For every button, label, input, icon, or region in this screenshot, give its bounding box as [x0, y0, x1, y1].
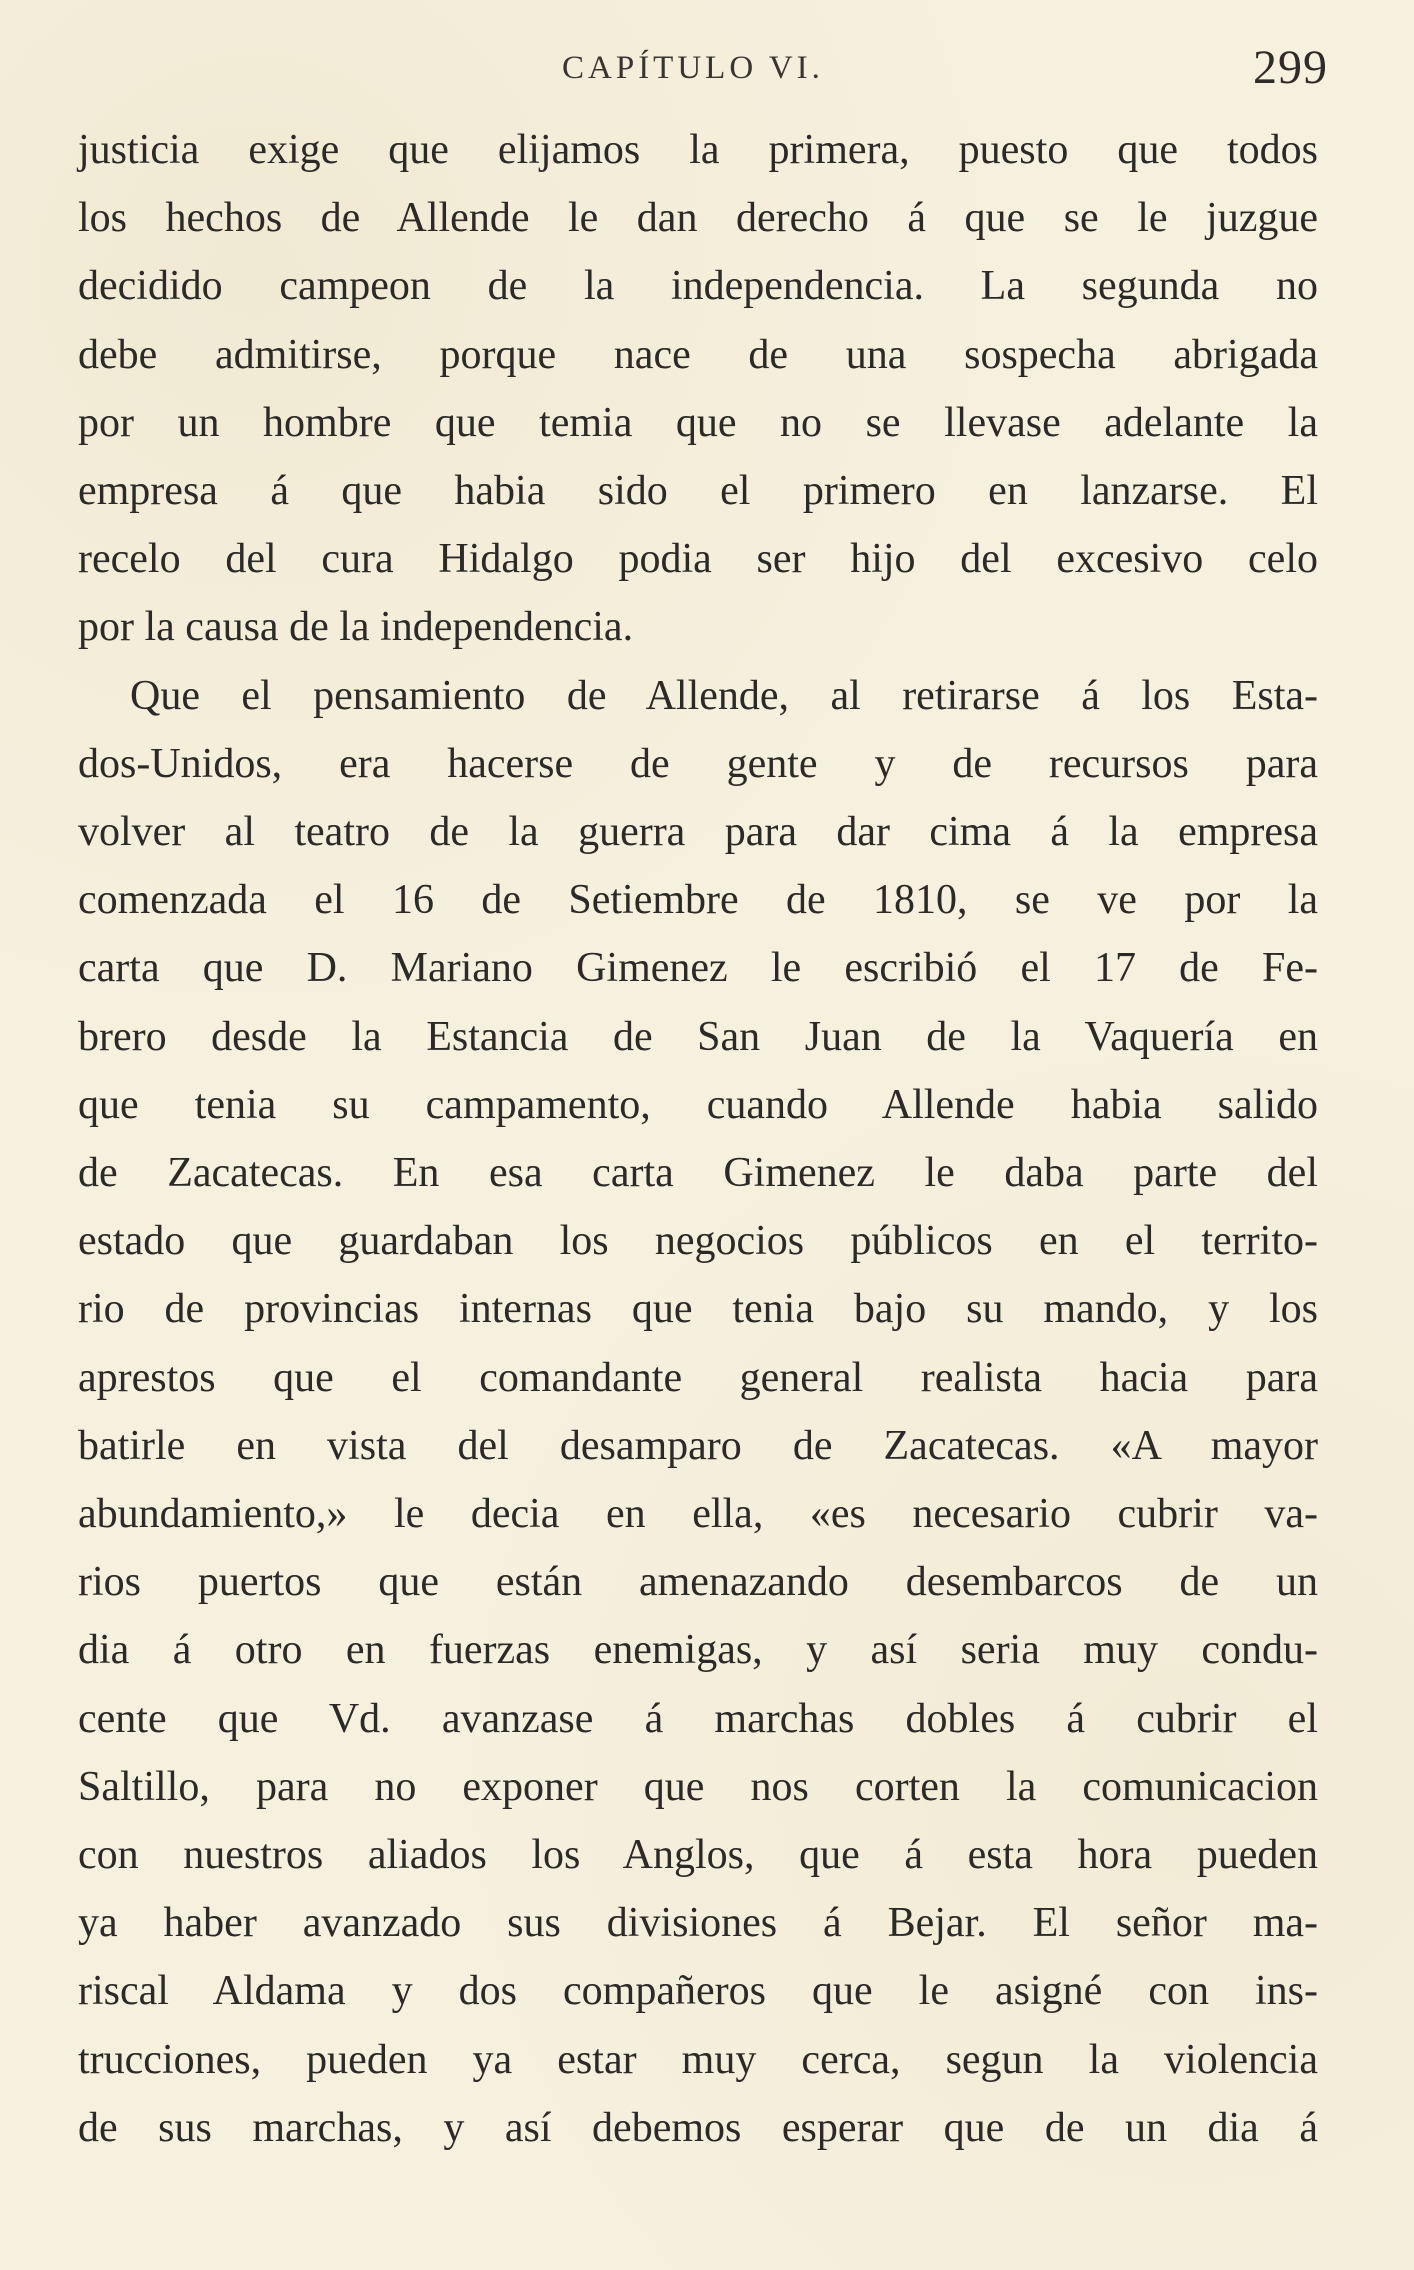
text-line: por la causa de la independencia. — [78, 604, 634, 651]
text-line: aprestos que el comandante general realista hacia para — [78, 1354, 1318, 1401]
text-line: riscal Aldama y dos compañeros que le asigné con ins- — [78, 1968, 1318, 2015]
text-line: carta que D. Mariano Gimenez le escribió el 17 de Fe- — [78, 945, 1318, 992]
text-line: los hechos de Allende le dan derecho á que se le juzgue — [78, 195, 1318, 242]
text-line: que tenia su campamento, cuando Allende habia salido — [78, 1081, 1318, 1128]
text-line: rios puertos que están amenazando desembarcos de un — [78, 1559, 1318, 1606]
text-line: justicia exige que elijamos la primera, puesto que todos — [78, 127, 1318, 173]
text-line: cente que Vd. avanzase á marchas dobles á cubrir el — [78, 1695, 1318, 1742]
text-line: batirle en vista del desamparo de Zacatecas. «A mayor — [78, 1422, 1318, 1469]
text-line: por un hombre que temia que no se llevase adelante la — [78, 399, 1318, 446]
text-line: dos-Unidos, era hacerse de gente y de recursos para — [78, 740, 1318, 787]
text-line: dia á otro en fuerzas enemigas, y así seria muy condu- — [78, 1627, 1318, 1674]
text-line: Saltillo, para no exponer que nos corten la comunicacion — [78, 1763, 1318, 1810]
text-line: de sus marchas, y así debemos esperar que de un dia á — [78, 2104, 1318, 2151]
text-line: empresa á que habia sido el primero en lanzarse. El — [78, 468, 1318, 515]
page-number: 299 — [1253, 41, 1328, 94]
text-line: abundamiento,» le decia en ella, «es necesario cubrir va- — [78, 1491, 1318, 1538]
text-line: de Zacatecas. En esa carta Gimenez le daba parte del — [78, 1150, 1318, 1197]
text-line: volver al teatro de la guerra para dar cima á la empresa — [78, 809, 1318, 856]
text-line: con nuestros aliados los Anglos, que á esta hora pueden — [78, 1832, 1318, 1879]
text-line: trucciones, pueden ya estar muy cerca, segun la violencia — [78, 2036, 1318, 2083]
text-line: recelo del cura Hidalgo podia ser hijo del excesivo celo — [78, 536, 1318, 583]
paragraph-1 — [78, 116, 1318, 662]
text-line: debe admitirse, porque nace de una sospecha abrigada — [78, 331, 1318, 378]
paragraph-2 — [78, 662, 1318, 2162]
text-line: Que el pensamiento de Allende, al retirarse á los Esta- — [130, 672, 1318, 719]
text-line: estado que guardaban los negocios públicos en el territo- — [78, 1218, 1318, 1265]
text-line: rio de provincias internas que tenia bajo su mando, y los — [78, 1286, 1318, 1333]
chapter-heading: CAPÍTULO VI. — [562, 50, 824, 86]
running-header — [78, 40, 1328, 104]
text-line: brero desde la Estancia de San Juan de la Vaquería en — [78, 1013, 1318, 1060]
text-line: comenzada el 16 de Setiembre de 1810, se ve por la — [78, 877, 1318, 924]
text-line: decidido campeon de la independencia. La segunda no — [78, 263, 1318, 310]
text-line: ya haber avanzado sus divisiones á Bejar. El señor ma- — [78, 1900, 1318, 1947]
body-text — [78, 116, 1318, 2162]
